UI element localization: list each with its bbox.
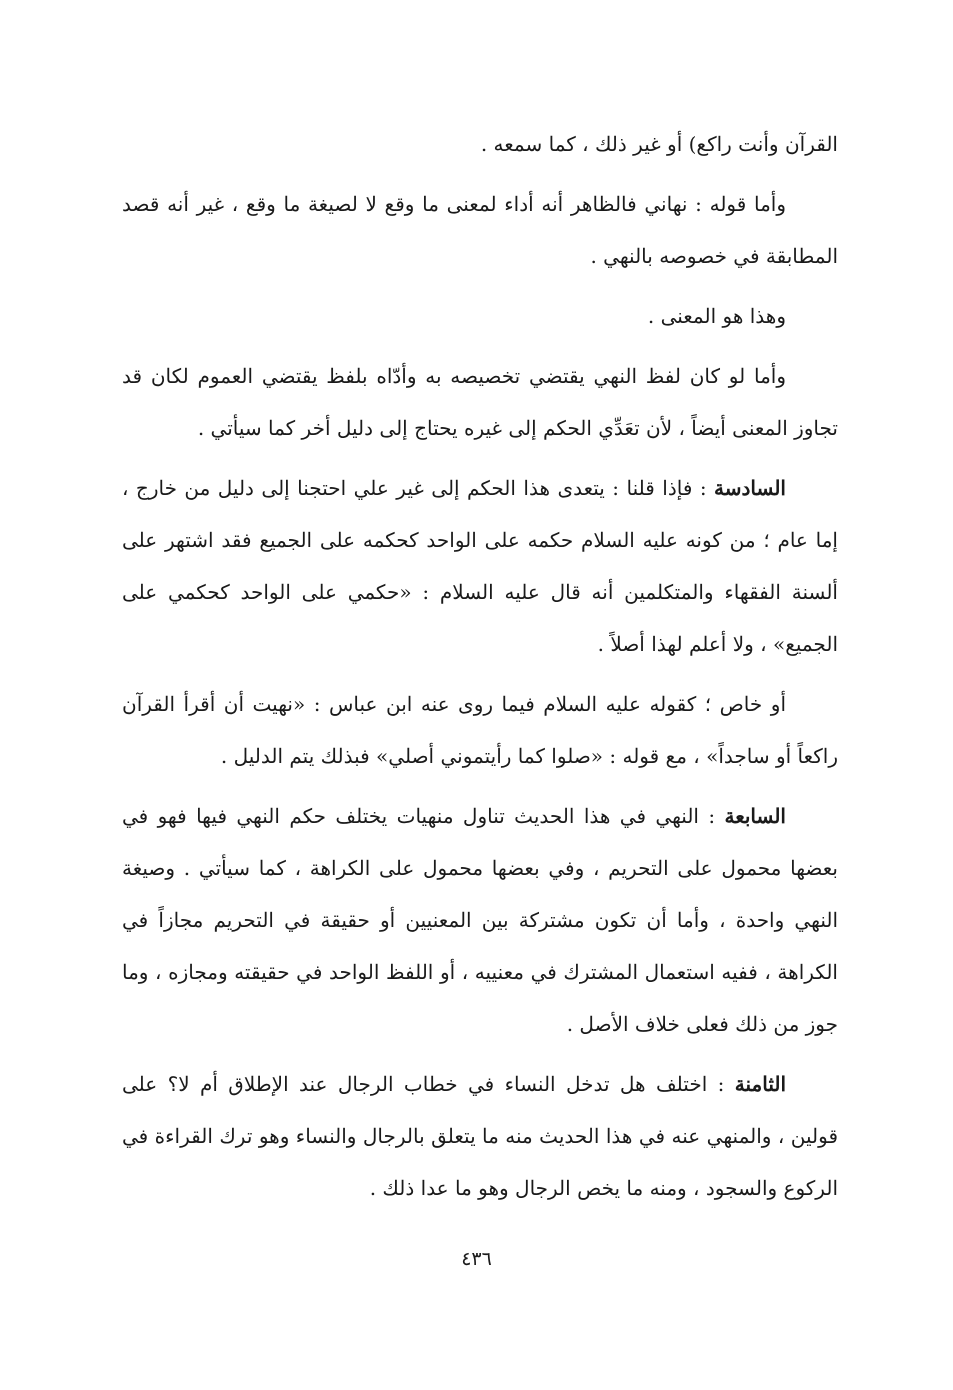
section-heading-sixth: السادسة <box>714 476 786 500</box>
paragraph-7 <box>122 790 838 1050</box>
section-heading-eighth: الثامنة <box>734 1072 786 1096</box>
paragraph-text: القرآن وأنت راكع) أو غير ذلك ، كما سمعه . <box>480 132 838 156</box>
paragraph-8 <box>122 1058 838 1214</box>
paragraph-text: أو خاص ؛ كقوله عليه السلام فيما روى عنه ابن عباس : «نهيت أن أقرأ القرآن راكعاً أو ساجداً» ، مع قوله : «صلوا كما رأيتموني أصلي» فبذلك يتم الدليل . <box>122 692 838 768</box>
paragraph-4 <box>122 350 838 454</box>
paragraph-text: وأما قوله : نهاني فالظاهر أنه أداء لمعنى ما وقع لا لصيغة ما وقع ، غير أنه قصد المطابقة في خصوصه بالنهي . <box>122 192 838 268</box>
paragraph-2 <box>122 178 838 282</box>
body-text <box>122 118 838 1222</box>
paragraph-3 <box>122 290 838 342</box>
paragraph-text: : النهي في هذا الحديث تناول منهيات يختلف حكم النهي فيها فهو في بعضها محمول على التحريم ، وفي بعضها محمول على الكراهة ، كما سيأتي . وصيغة النهي واحدة ، وأما أن تكون مشتركة بين المعنيين أو حقيقة في التحريم مجازاً في الكراهة ، ففيه استعمال المشترك في معنييه ، أو اللفظ الواحد في حقيقته ومجازه ، وما جوز من ذلك فعلى خلاف الأصل . <box>122 804 838 1036</box>
paragraph-6 <box>122 678 838 782</box>
paragraph-text: وهذا هو المعنى . <box>647 304 786 328</box>
page-number: ٤٣٦ <box>461 1248 492 1270</box>
paragraph-5 <box>122 462 838 670</box>
section-heading-seventh: السابعة <box>724 804 786 828</box>
paragraph-text: : فإذا قلنا : يتعدى هذا الحكم إلى غير علي احتجنا إلى دليل من خارج ، إما عام ؛ من كونه عليه السلام حكمه على الواحد كحكمه على الجميع فقد اشتهر على ألسنة الفقهاء والمتكلمين أنه قال عليه السلام : «حكمي على الواحد كحكمي على الجميع» ، ولا أعلم لهذا أصلاً . <box>122 476 838 656</box>
paragraph-text: وأما لو كان لفظ النهي يقتضي تخصيصه به وأدّاه بلفظ يقتضي العموم لكان قد تجاوز المعنى أيضاً ، لأن تعَدِّي الحكم إلى غيره يحتاج إلى دليل أخر كما سيأتي . <box>122 364 838 440</box>
paragraph-text: : اختلف هل تدخل النساء في خطاب الرجال عند الإطلاق أم لا؟ على قولين ، والمنهي عنه في هذا الحديث منه ما يتعلق بالرجال والنساء وهو ترك القراءة في الركوع والسجود ، ومنه ما يخص الرجال وهو ما عدا ذلك . <box>122 1072 838 1200</box>
paragraph-1 <box>122 118 838 170</box>
